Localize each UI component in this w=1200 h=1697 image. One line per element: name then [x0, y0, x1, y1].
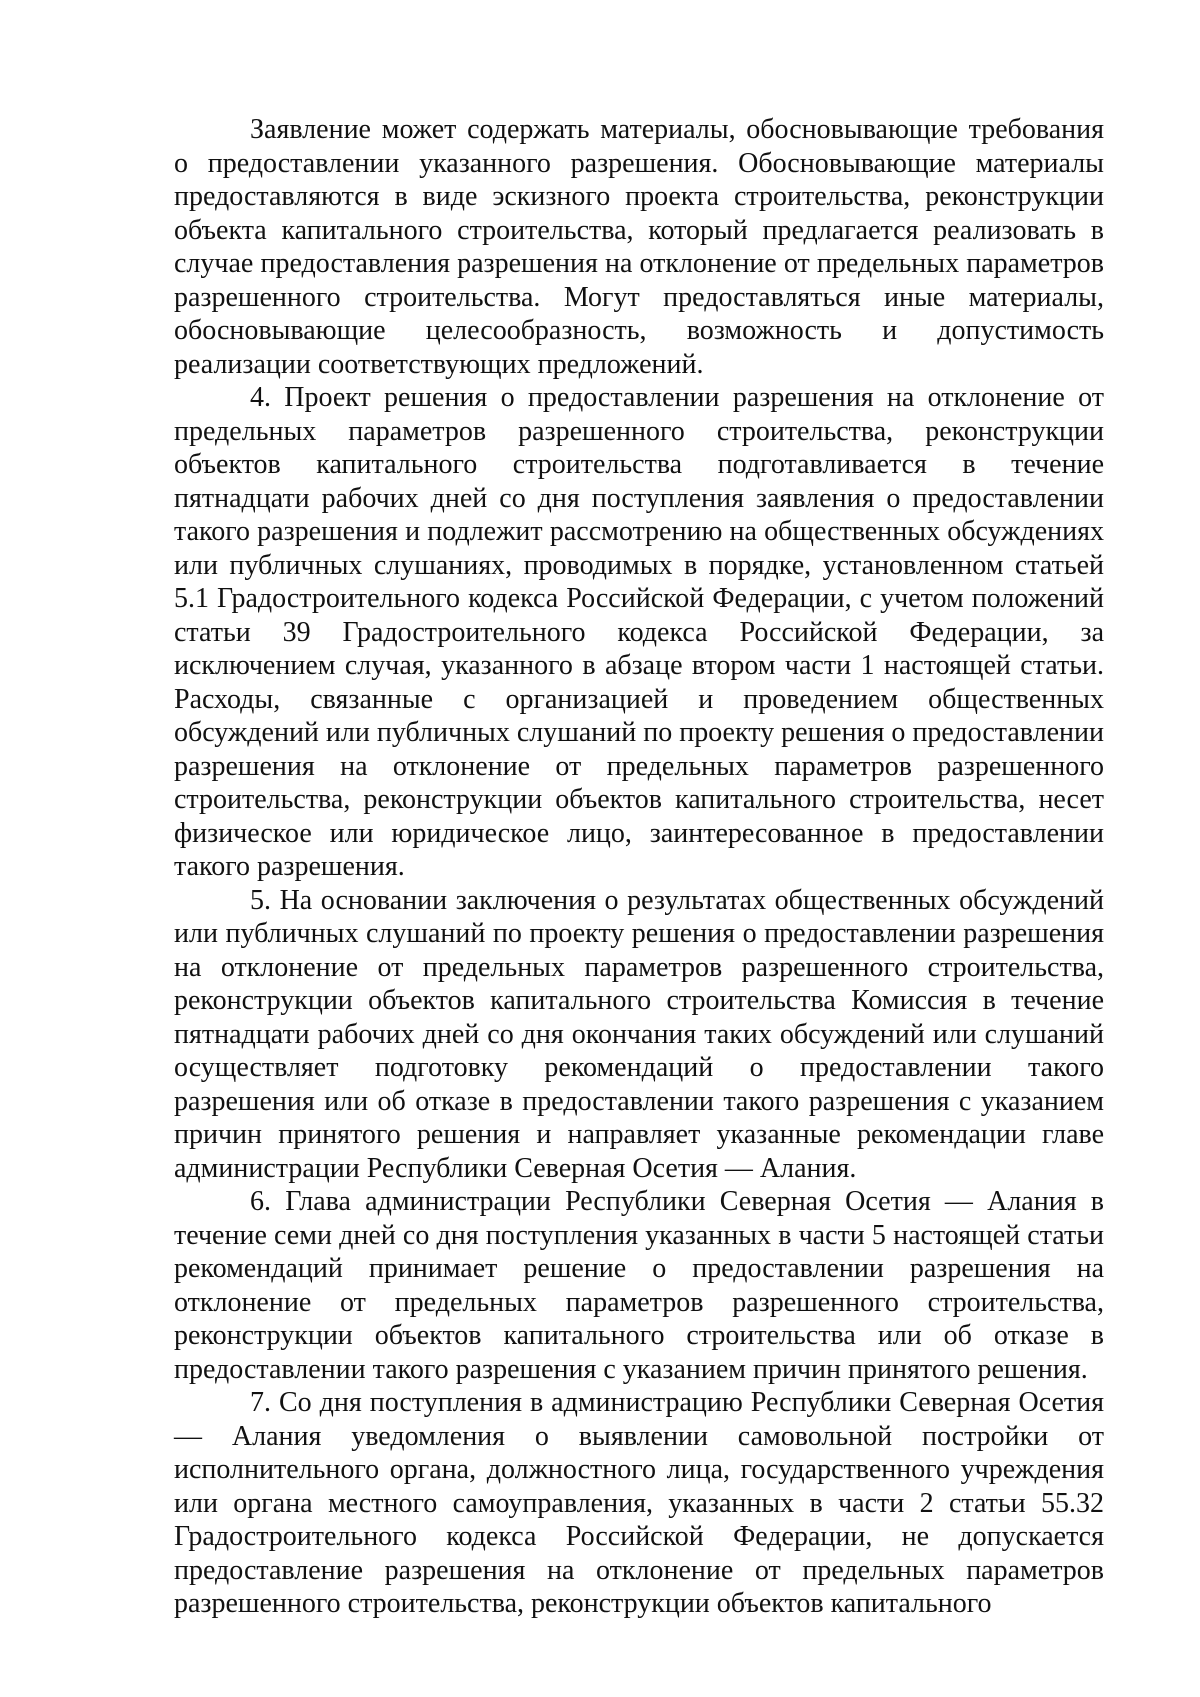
paragraph-intro: Заявление может содержать материалы, обосновывающие требования о предоставлении указанного разрешения. Обосновывающие материалы предоставляются в виде эскизного проекта строительства, реконструкции объекта капитального строительства, который предлагается реализовать в случае предоставления разрешения на отклонение от предельных параметров разрешенного строительства. Могут предоставляться иные материалы, обосновывающие целесообразность, возможность и допустимость реализации соответствующих предложений.	[174, 114, 1104, 380]
paragraph-5: 5. На основании заключения о результатах общественных обсуждений или публичных слушаний по проекту решения о предоставлении разрешения на отклонение от предельных параметров разрешенного строительства, реконструкции объектов капитального строительства Комиссия в течение пятнадцати рабочих дней со дня окончания таких обсуждений или слушаний осуществляет подготовку рекомендаций о предоставлении такого разрешения или об отказе в предоставлении такого разрешения с указанием причин принятого решения и направляет указанные рекомендации главе администрации Республики Северная Осетия — Алания.	[174, 884, 1104, 1184]
paragraph-4: 4. Проект решения о предоставлении разрешения на отклонение от предельных параметров разрешенного строительства, реконструкции объектов капитального строительства подготавливается в течение пятнадцати рабочих дней со дня поступления заявления о предоставлении такого разрешения и подлежит рассмотрению на общественных обсуждениях или публичных слушаниях, проводимых в порядке, установленном статьей 5.1 Градостроительного кодекса Российской Федерации, с учетом положений статьи 39 Градостроительного кодекса Российской Федерации, за исключением случая, указанного в абзаце втором части 1 настоящей статьи. Расходы, связанные с организацией и проведением общественных обсуждений или публичных слушаний по проекту решения о предоставлении разрешения на отклонение от предельных параметров разрешенного строительства, реконструкции объектов капитального строительства, несет физическое или юридическое лицо, заинтересованное в предоставлении такого разрешения.	[174, 382, 1104, 882]
document-body	[174, 113, 1104, 1621]
paragraph-6: 6. Глава администрации Республики Северная Осетия — Алания в течение семи дней со дня поступления указанных в части 5 настоящей статьи рекомендаций принимает решение о предоставлении разрешения на отклонение от предельных параметров разрешенного строительства, реконструкции объектов капитального строительства или об отказе в предоставлении такого разрешения с указанием причин принятого решения.	[174, 1186, 1104, 1385]
paragraph-7: 7. Со дня поступления в администрацию Республики Северная Осетия — Алания уведомления о выявлении самовольной постройки от исполнительного органа, должностного лица, государственного учреждения или органа местного самоуправления, указанных в части 2 статьи 55.32 Градостроительного кодекса Российской Федерации, не допускается предоставление разрешения на отклонение от предельных параметров разрешенного строительства, реконструкции объектов капитального	[174, 1387, 1104, 1619]
